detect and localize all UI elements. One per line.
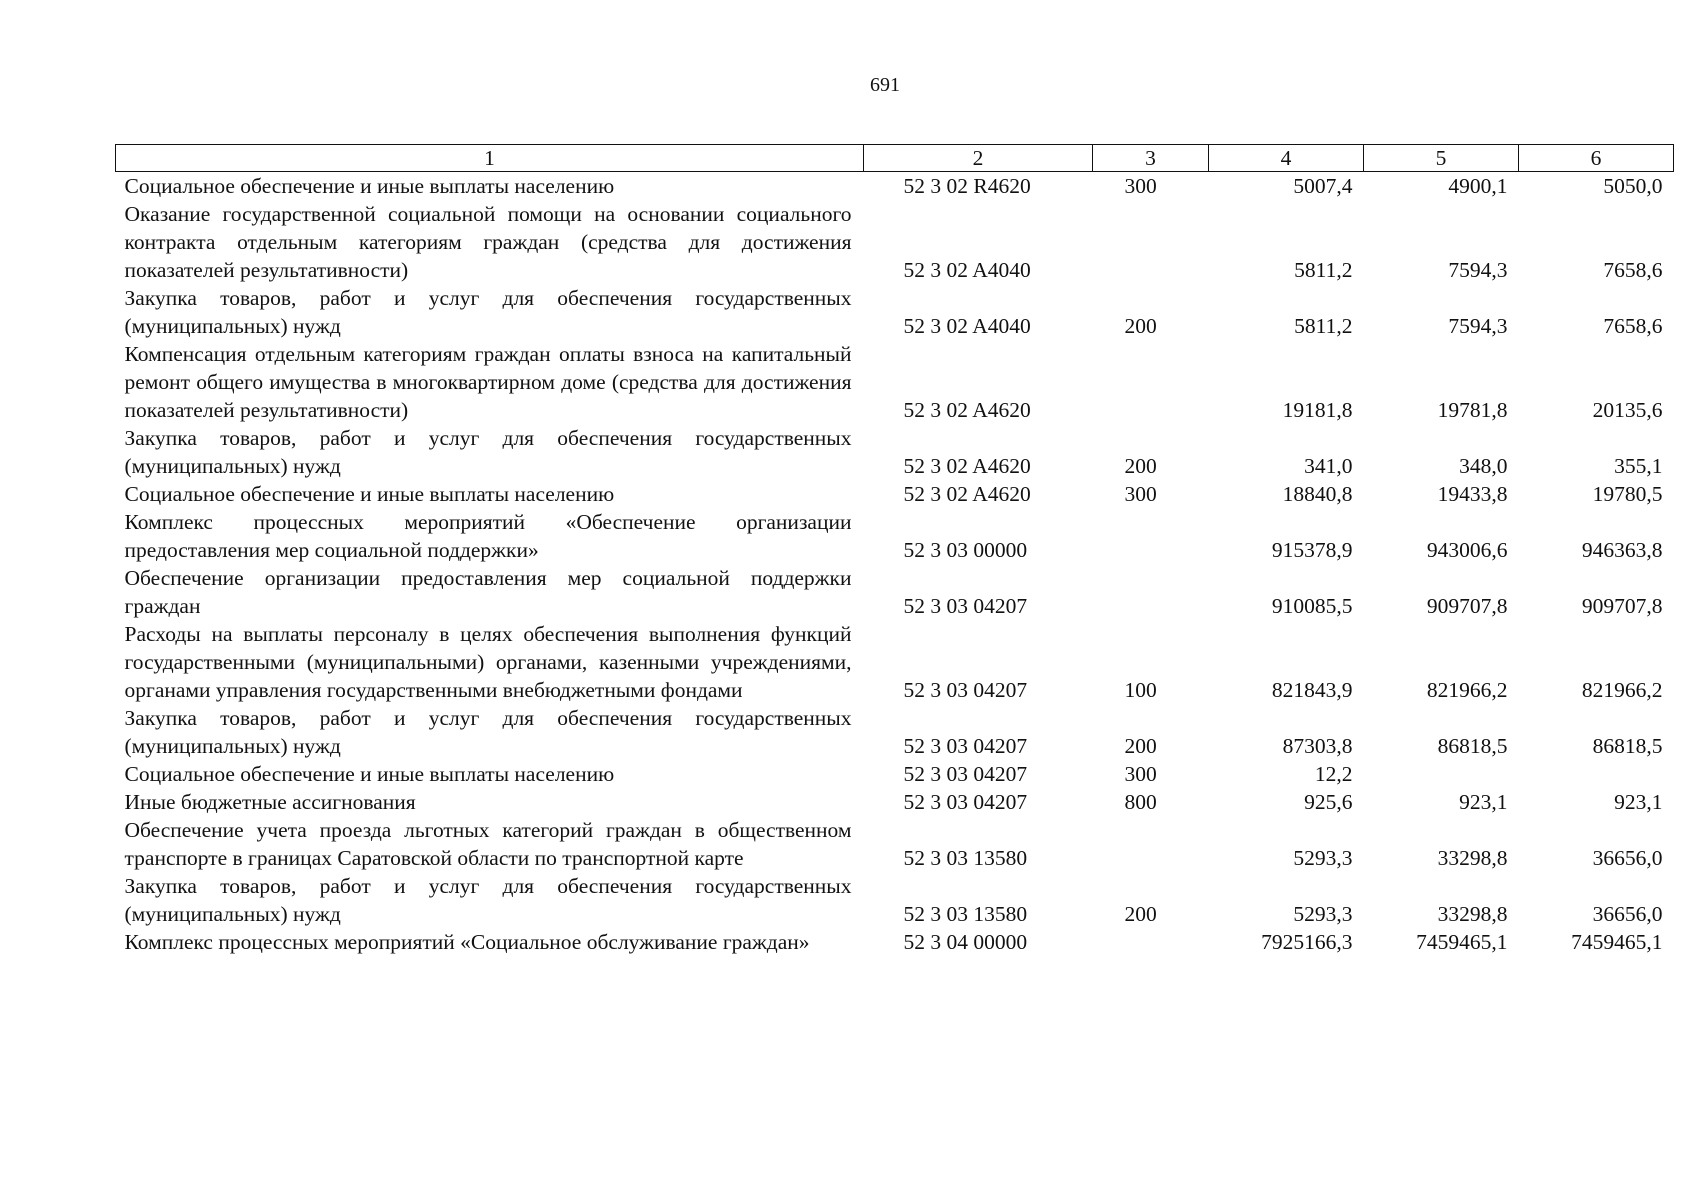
amount-col-5: 7594,3 [1448, 314, 1508, 338]
header-cell-2: 2 [864, 145, 1093, 172]
expense-type-code: 300 [1124, 174, 1157, 198]
target-article-code: 52 3 02 A4620 [903, 454, 1031, 478]
amount-col-5: 923,1 [1459, 790, 1508, 814]
target-article-code: 52 3 02 A4040 [903, 314, 1031, 338]
expense-type-code [1093, 340, 1209, 424]
target-article-code: 52 3 03 13580 [903, 902, 1028, 926]
row-description: Закупка товаров, работ и услуг для обеспечения государственных (муниципальных) нужд [124, 426, 852, 478]
amount-col-6: 821966,2 [1581, 678, 1663, 702]
table-row [116, 928, 1674, 956]
amount-col-6: 7658,6 [1603, 258, 1663, 282]
expense-type-code: 100 [1124, 678, 1157, 702]
target-article-code: 52 3 02 A4040 [903, 258, 1031, 282]
table-row [116, 760, 1674, 788]
target-article-code: 52 3 03 04207 [903, 678, 1028, 702]
row-description: Компенсация отдельным категориям граждан оплаты взноса на капитальный ремонт общего имущества в многоквартирном доме (средства для достижения показателей результативности) [124, 342, 852, 422]
row-description: Обеспечение организации предоставления мер социальной поддержки граждан [124, 566, 852, 618]
amount-col-4: 87303,8 [1282, 734, 1353, 758]
table-row [116, 340, 1674, 424]
header-cell-1: 1 [116, 145, 864, 172]
row-description: Расходы на выплаты персоналу в целях обеспечения выполнения функций государственными (муниципальными) органами, казенными учреждениями, органами управления государственными внебюджетными фондами [124, 622, 852, 702]
row-description: Комплекс процессных мероприятий «Обеспечение организации предоставления мер социальной поддержки» [124, 510, 852, 562]
target-article-code: 52 3 03 04207 [903, 790, 1028, 814]
budget-table [115, 144, 1674, 956]
table-row [116, 172, 1674, 201]
amount-col-5: 943006,6 [1426, 538, 1508, 562]
target-article-code: 52 3 03 04207 [903, 594, 1028, 618]
expense-type-code: 200 [1124, 734, 1157, 758]
amount-col-5 [1364, 760, 1519, 788]
amount-col-6: 36656,0 [1592, 902, 1663, 926]
amount-col-4: 821843,9 [1271, 678, 1353, 702]
row-description: Иные бюджетные ассигнования [124, 790, 416, 814]
amount-col-5: 909707,8 [1426, 594, 1508, 618]
header-cell-5: 5 [1364, 145, 1519, 172]
amount-col-6: 923,1 [1614, 790, 1663, 814]
amount-col-5: 348,0 [1459, 454, 1508, 478]
amount-col-6: 5050,0 [1603, 174, 1663, 198]
amount-col-4: 915378,9 [1271, 538, 1353, 562]
row-description: Комплекс процессных мероприятий «Социальное обслуживание граждан» [124, 930, 810, 954]
amount-col-4: 341,0 [1304, 454, 1353, 478]
target-article-code: 52 3 02 R4620 [903, 174, 1031, 198]
expense-type-code [1093, 564, 1209, 620]
amount-col-5: 19781,8 [1437, 398, 1508, 422]
amount-col-4: 925,6 [1304, 790, 1353, 814]
amount-col-4: 5293,3 [1293, 846, 1353, 870]
row-description: Социальное обеспечение и иные выплаты населению [124, 482, 615, 506]
amount-col-4: 5293,3 [1293, 902, 1353, 926]
table-row [116, 200, 1674, 284]
table-header [116, 145, 1674, 172]
row-description: Закупка товаров, работ и услуг для обеспечения государственных (муниципальных) нужд [124, 706, 852, 758]
amount-col-5: 7459465,1 [1416, 930, 1508, 954]
amount-col-4: 19181,8 [1282, 398, 1353, 422]
table-row [116, 872, 1674, 928]
amount-col-5: 33298,8 [1437, 902, 1508, 926]
amount-col-4: 7925166,3 [1261, 930, 1353, 954]
target-article-code: 52 3 02 A4620 [903, 398, 1031, 422]
amount-col-6: 7459465,1 [1571, 930, 1663, 954]
amount-col-6: 86818,5 [1592, 734, 1663, 758]
amount-col-6 [1519, 760, 1674, 788]
amount-col-6: 909707,8 [1581, 594, 1663, 618]
expense-type-code [1093, 200, 1209, 284]
row-description: Обеспечение учета проезда льготных категорий граждан в общественном транспорте в границах Саратовской области по транспортной карте [124, 818, 852, 870]
page-number: 691 [870, 74, 900, 96]
amount-col-6: 355,1 [1614, 454, 1663, 478]
amount-col-4: 910085,5 [1271, 594, 1353, 618]
amount-col-4: 12,2 [1314, 762, 1353, 786]
header-cell-4: 4 [1209, 145, 1364, 172]
row-description: Оказание государственной социальной помощи на основании социального контракта отдельным категориям граждан (средства для достижения показателей результативности) [124, 202, 852, 282]
table-row [116, 284, 1674, 340]
amount-col-6: 36656,0 [1592, 846, 1663, 870]
amount-col-4: 5811,2 [1294, 258, 1353, 282]
amount-col-5: 33298,8 [1437, 846, 1508, 870]
row-description: Закупка товаров, работ и услуг для обеспечения государственных (муниципальных) нужд [124, 286, 852, 338]
expense-type-code: 800 [1124, 790, 1157, 814]
target-article-code: 52 3 03 04207 [903, 762, 1028, 786]
row-description: Социальное обеспечение и иные выплаты населению [124, 762, 615, 786]
header-row [116, 145, 1674, 172]
table-row [116, 508, 1674, 564]
amount-col-6: 7658,6 [1603, 314, 1663, 338]
target-article-code: 52 3 03 00000 [903, 538, 1028, 562]
table-body [116, 172, 1674, 957]
expense-type-code: 300 [1124, 482, 1157, 506]
table-row [116, 704, 1674, 760]
amount-col-6: 19780,5 [1592, 482, 1663, 506]
amount-col-4: 5811,2 [1294, 314, 1353, 338]
table-row [116, 424, 1674, 480]
table-row [116, 564, 1674, 620]
header-cell-6: 6 [1519, 145, 1674, 172]
target-article-code: 52 3 03 04207 [903, 734, 1028, 758]
amount-col-5: 4900,1 [1448, 174, 1508, 198]
expense-type-code: 300 [1124, 762, 1157, 786]
row-description: Закупка товаров, работ и услуг для обеспечения государственных (муниципальных) нужд [124, 874, 852, 926]
table-row [116, 816, 1674, 872]
target-article-code: 52 3 04 00000 [903, 930, 1028, 954]
header-cell-3: 3 [1093, 145, 1209, 172]
amount-col-5: 821966,2 [1426, 678, 1508, 702]
row-description: Социальное обеспечение и иные выплаты населению [124, 174, 615, 198]
amount-col-5: 7594,3 [1448, 258, 1508, 282]
amount-col-6: 946363,8 [1581, 538, 1663, 562]
amount-col-5: 86818,5 [1437, 734, 1508, 758]
amount-col-4: 5007,4 [1293, 174, 1353, 198]
expense-type-code [1093, 816, 1209, 872]
table-row [116, 620, 1674, 704]
target-article-code: 52 3 03 13580 [903, 846, 1028, 870]
amount-col-4: 18840,8 [1282, 482, 1353, 506]
amount-col-6: 20135,6 [1592, 398, 1663, 422]
table-row [116, 788, 1674, 816]
table-row [116, 480, 1674, 508]
expense-type-code [1093, 508, 1209, 564]
expense-type-code: 200 [1124, 454, 1157, 478]
expense-type-code [1093, 928, 1209, 956]
amount-col-5: 19433,8 [1437, 482, 1508, 506]
target-article-code: 52 3 02 A4620 [903, 482, 1031, 506]
expense-type-code: 200 [1124, 902, 1157, 926]
expense-type-code: 200 [1124, 314, 1157, 338]
